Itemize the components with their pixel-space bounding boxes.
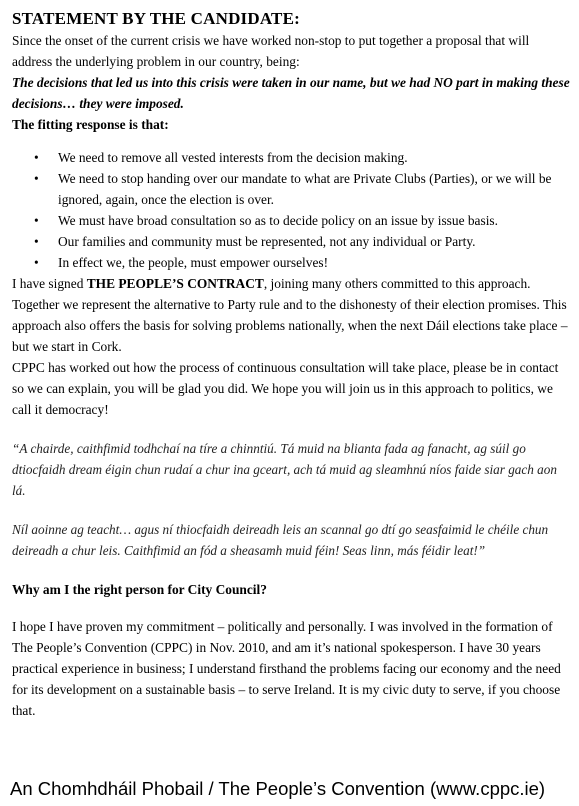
contract-title: THE PEOPLE’S CONTRACT xyxy=(86,276,264,291)
statement-heading: STATEMENT BY THE CANDIDATE: xyxy=(12,9,300,28)
list-item xyxy=(12,252,572,273)
irish-quote-1: “A chairde, caithfimid todhchaí na tíre a chinntiú. Tá muid na blianta fada ag fanacht, ag súil go dtiocfaidh dream éigin chun rudaí a chur ina gceart, ach tá muid ag sleamhnú níos faide siar gach aon lá. xyxy=(12,441,557,498)
list-item xyxy=(12,231,572,252)
emphasis-bold-word: decisions xyxy=(12,96,63,111)
list-item xyxy=(12,210,572,231)
footer-organisation: An Chomhdháil Phobail / The People’s Convention (www.cppc.ie) xyxy=(10,778,546,799)
bullet-icon: • xyxy=(34,234,39,249)
bullet-icon: • xyxy=(34,255,39,270)
list-item-text: We must have broad consultation so as to decide policy on an issue by issue basis. xyxy=(58,213,498,228)
list-item-text: In effect we, the people, must empower ourselves! xyxy=(58,255,329,270)
emphasis-part2: … they were imposed. xyxy=(62,96,184,111)
response-label: The fitting response is that: xyxy=(12,117,169,132)
cppc-paragraph: CPPC has worked out how the process of continuous consultation will take place, please be in contact so we can explain, you will be glad you did. We hope you will join us in this approach to politics, we call it democracy! xyxy=(12,360,559,417)
irish-quote-2: Níl aoinne ag teacht… agus ní thiocfaidh deireadh leis an scannal go dtí go seasfaimid le chéile chun deireadh a chur leis. Caithfimid an fód a sheasamh muid féin! Seas linn, más féidir leat!” xyxy=(12,522,549,558)
emphasis-part1: The decisions that led us into this crisis were taken in our name, but we had NO part in making these xyxy=(12,75,570,90)
list-item-text: Our families and community must be represented, not any individual or Party. xyxy=(58,234,476,249)
bullet-icon: • xyxy=(34,213,39,228)
list-item-text: We need to stop handing over our mandate to what are Private Clubs (Parties), or we will be ignored, again, once the election is over. xyxy=(58,171,552,207)
bullet-icon: • xyxy=(34,171,39,186)
document-body xyxy=(12,8,572,721)
response-list xyxy=(12,147,572,273)
contract-text-before: I have signed xyxy=(12,276,87,291)
council-heading: Why am I the right person for City Council? xyxy=(12,582,267,597)
list-item xyxy=(12,147,572,168)
contract-paragraph xyxy=(12,273,572,357)
council-paragraph: I hope I have proven my commitment – politically and personally. I was involved in the formation of The People’s Convention (CPPC) in Nov. 2010, and am it’s national spokesperson. I have 30 years practical experience in business; I understand firsthand the problems facing our economy and the need for its development on a sustainable basis – to serve Ireland. It is my civic duty to serve, if you choose that. xyxy=(12,619,561,718)
list-item xyxy=(12,168,572,210)
emphasis-statement xyxy=(12,72,572,114)
intro-paragraph: Since the onset of the current crisis we have worked non-stop to put together a proposal that will address the underlying problem in our country, being: xyxy=(12,33,530,69)
list-item-text: We need to remove all vested interests from the decision making. xyxy=(58,150,408,165)
bullet-icon: • xyxy=(34,150,39,165)
contract-text-after: , joining many others committed to this approach. Together we represent the alternative to Party rule and to the dishonesty of their election promises. This approach also offers the basis for solving problems nationally, when the next Dáil elections take place – but we start in Cork. xyxy=(12,276,568,354)
